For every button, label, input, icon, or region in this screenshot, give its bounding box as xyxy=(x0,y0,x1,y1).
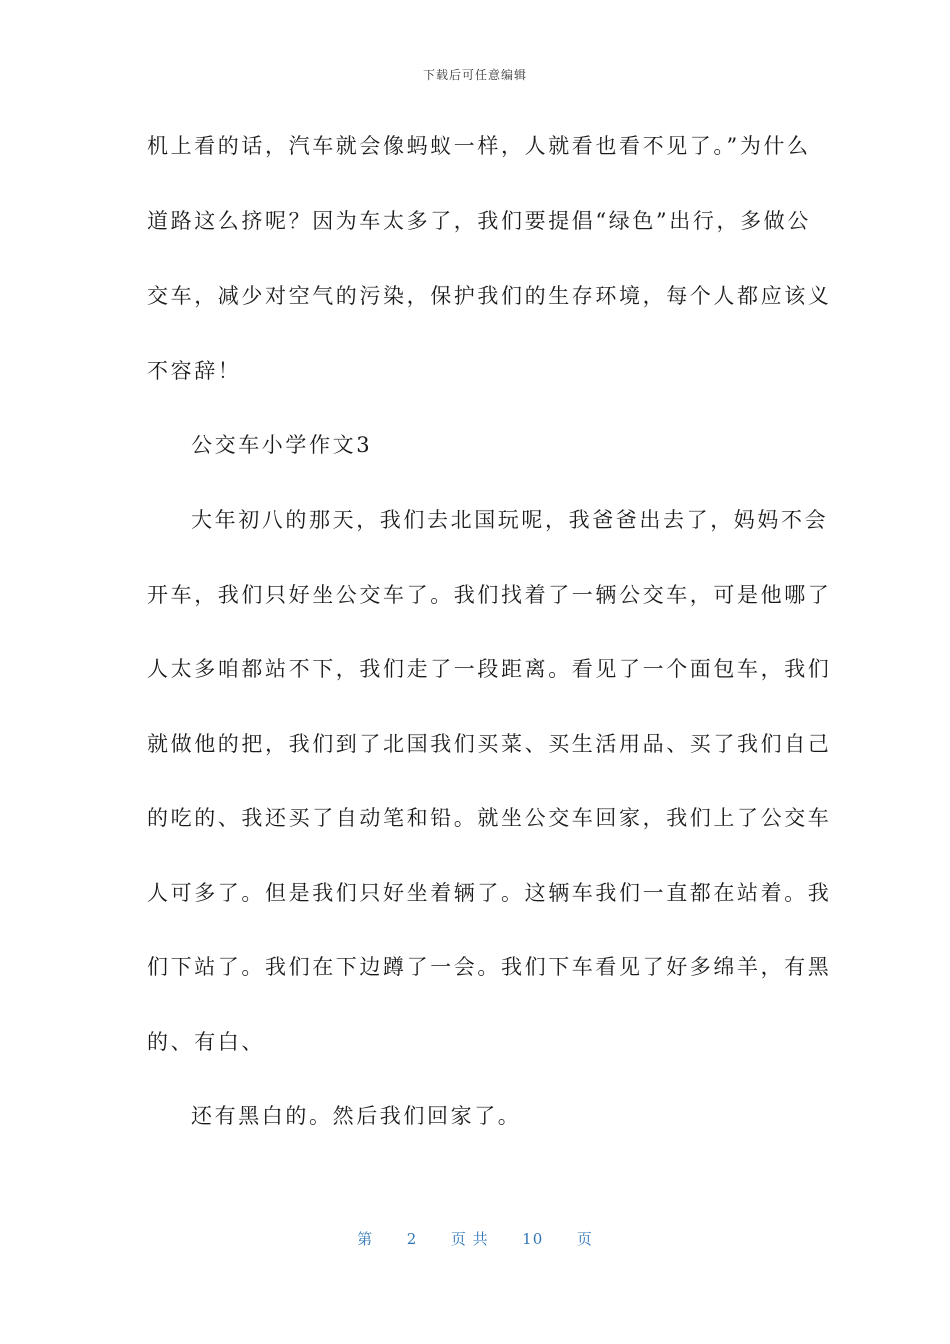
paragraph-line: 就做他的把，我们到了北国我们买菜、买生活用品、买了我们自己 xyxy=(147,732,832,756)
paragraph-line: 交车，减少对空气的污染，保护我们的生存环境，每个人都应该义 xyxy=(147,284,832,308)
paragraph-line: 开车，我们只好坐公交车了。我们找着了一辆公交车，可是他哪了 xyxy=(147,583,832,607)
paragraph-line: 的吃的、我还买了自动笔和铅。就坐公交车回家，我们上了公交车 xyxy=(147,806,832,830)
section-heading: 公交车小学作文3 xyxy=(191,433,373,457)
paragraph-line: 道路这么挤呢？因为车太多了，我们要提倡“绿色”出行，多做公 xyxy=(147,209,811,233)
total-pages-number: 10 xyxy=(522,1230,544,1248)
paragraph-line: 还有黑白的。然后我们回家了。 xyxy=(191,1104,522,1128)
footer-prefix: 第 xyxy=(357,1230,374,1248)
paragraph-line: 们下站了。我们在下边蹲了一会。我们下车看见了好多绵羊，有黑 xyxy=(147,955,832,979)
footer-suffix: 页 xyxy=(576,1230,593,1248)
current-page-number: 2 xyxy=(406,1230,418,1248)
page-header: 下载后可任意编辑 xyxy=(422,68,527,82)
paragraph-line: 人可多了。但是我们只好坐着辆了。这辆车我们一直都在站着。我 xyxy=(147,881,832,905)
paragraph-line: 不容辞！ xyxy=(147,359,242,383)
paragraph-line: 的、有白、 xyxy=(147,1030,265,1054)
footer-middle: 页 共 xyxy=(450,1230,489,1248)
page-footer xyxy=(0,1228,950,1249)
paragraph-line: 人太多咱都站不下，我们走了一段距离。看见了一个面包车，我们 xyxy=(147,657,832,681)
paragraph-line: 机上看的话，汽车就会像蚂蚁一样，人就看也看不见了。”为什么 xyxy=(147,134,811,158)
paragraph-line: 大年初八的那天，我们去北国玩呢，我爸爸出去了，妈妈不会 xyxy=(191,508,829,532)
